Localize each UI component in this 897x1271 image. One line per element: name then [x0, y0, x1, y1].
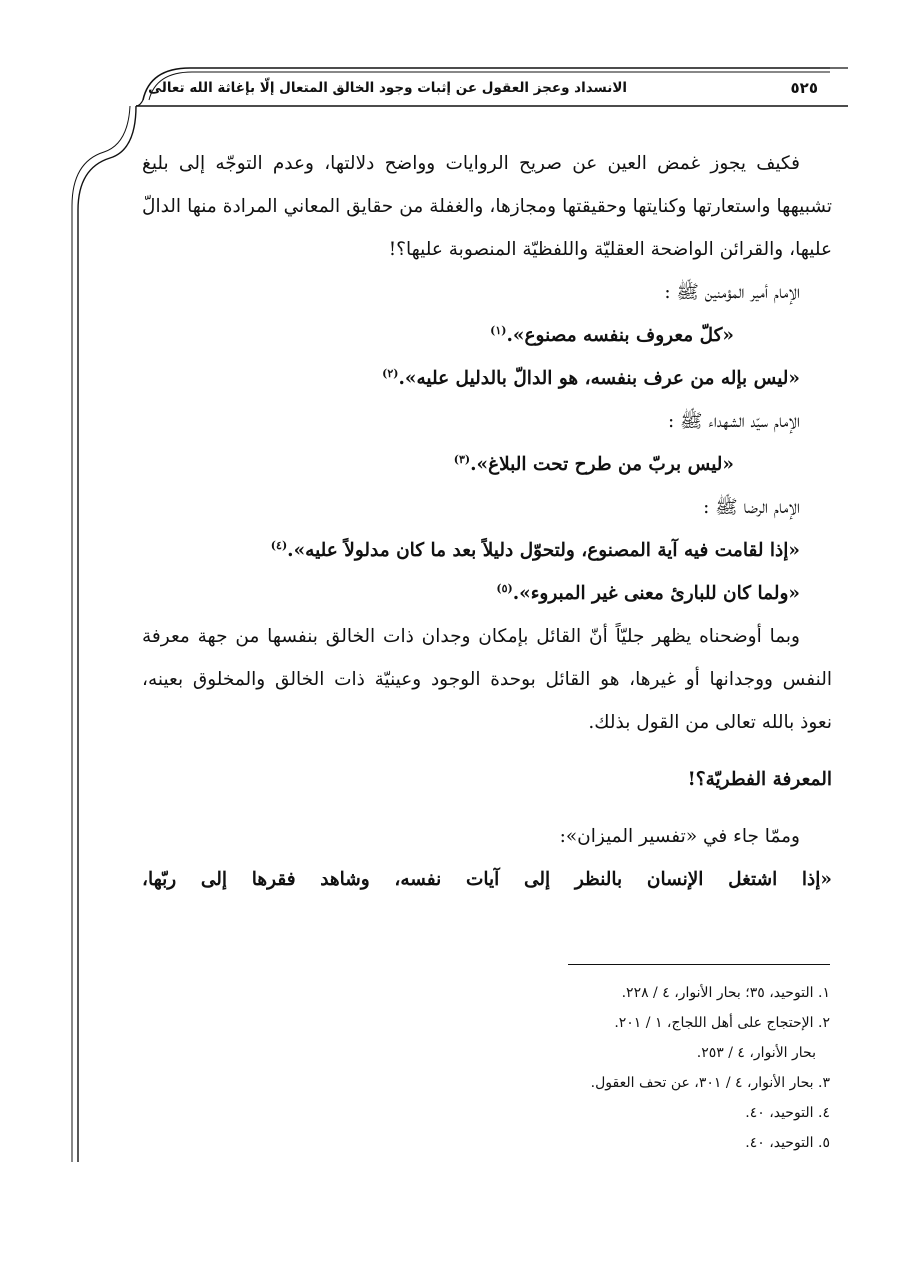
paragraph-line: فكيف يجوز غمض العين عن صريح الروايات وواضح دلالتها، وعدم التوجّه إلى بليغ	[142, 153, 800, 174]
footnote-item: ٥. التوحيد، ٤٠.	[745, 1135, 830, 1151]
main-text	[142, 142, 832, 901]
running-header-title: الانسداد وعجز العقول عن إثبات وجود الخالق المتعال إلّا بإغاثة الله تعالى	[148, 80, 627, 96]
quote-text: «ليس بإله من عرف بنفسه، هو الدالّ بالدليل عليه».	[398, 368, 800, 389]
hadith-quote	[142, 357, 832, 400]
footnote-item: ١. التوحيد، ٣٥؛ بحار الأنوار، ٤ / ٢٢٨.	[621, 985, 830, 1001]
footnote-ref: (٤)	[270, 538, 288, 552]
quote-text: «كلّ معروف بنفسه مصنوع».	[506, 325, 734, 346]
footnote-ref: (١)	[490, 323, 507, 337]
section-heading: المعرفة الفطريّة؟!	[687, 769, 832, 790]
hadith-quote	[142, 529, 832, 572]
paragraph-line: وبما أوضحناه يظهر جليّاً أنّ القائل بإمكان وجدان ذات الخالق بنفسها من جهة معرفة	[142, 626, 800, 647]
page-number: ٥٢٥	[790, 79, 818, 97]
paragraph-line: نعوذ بالله تعالى من القول بذلك.	[588, 712, 832, 733]
footnote-separator	[568, 964, 830, 965]
footnote-ref: (٣)	[453, 452, 471, 466]
imam-heading: الإمام الرضا ﷺ :	[703, 497, 800, 518]
imam-heading: الإمام سيّد الشهداء ﷺ :	[668, 411, 800, 432]
footnote-item: ٤. التوحيد، ٤٠.	[745, 1105, 830, 1121]
paragraph-line: عليها، والقرائن الواضحة العقليّة واللفظيّة المنصوبة عليها؟!	[388, 239, 832, 260]
quote-text: «ليس بربّ من طرح تحت البلاغ».	[470, 454, 734, 475]
paragraph-line: النفس ووجدانها أو غيرها، هو القائل بوحدة الوجود وعينيّة ذات الخالق والمخلوق بعينه،	[142, 669, 832, 690]
paragraph-line: تشبيهها واستعارتها وكنايتها وحقيقتها ومجازها، والغفلة من حقايق المعاني المرادة منها الدالّ	[142, 196, 832, 217]
quote-text: «إذا لقامت فيه آية المصنوع، ولتحوّل دليلاً بعد ما كان مدلولاً عليه».	[287, 540, 800, 561]
footnote-item: بحار الأنوار، ٤ / ٢٥٣.	[696, 1045, 816, 1061]
footnotes	[300, 978, 830, 1158]
paragraph-line: وممّا جاء في «تفسير الميزان»:	[559, 826, 800, 847]
hadith-quote	[142, 314, 832, 357]
footnote-ref: (٥)	[496, 581, 513, 595]
paragraph-line: «إذا اشتغل الإنسان بالنظر إلى آيات نفسه، وشاهد فقرها إلى ربّها،	[142, 869, 832, 890]
hadith-quote	[142, 443, 832, 486]
footnote-item: ٢. الإحتجاج على أهل اللجاج، ١ / ٢٠١.	[614, 1015, 830, 1031]
imam-heading: الإمام أمير المؤمنين ﷺ :	[664, 282, 800, 303]
hadith-quote	[142, 572, 832, 615]
quote-text: «ولما كان للبارئ معنى غير المبروء».	[512, 583, 800, 604]
footnote-ref: (٢)	[382, 366, 399, 380]
footnote-item: ٣. بحار الأنوار، ٤ / ٣٠١، عن تحف العقول.	[590, 1075, 830, 1091]
